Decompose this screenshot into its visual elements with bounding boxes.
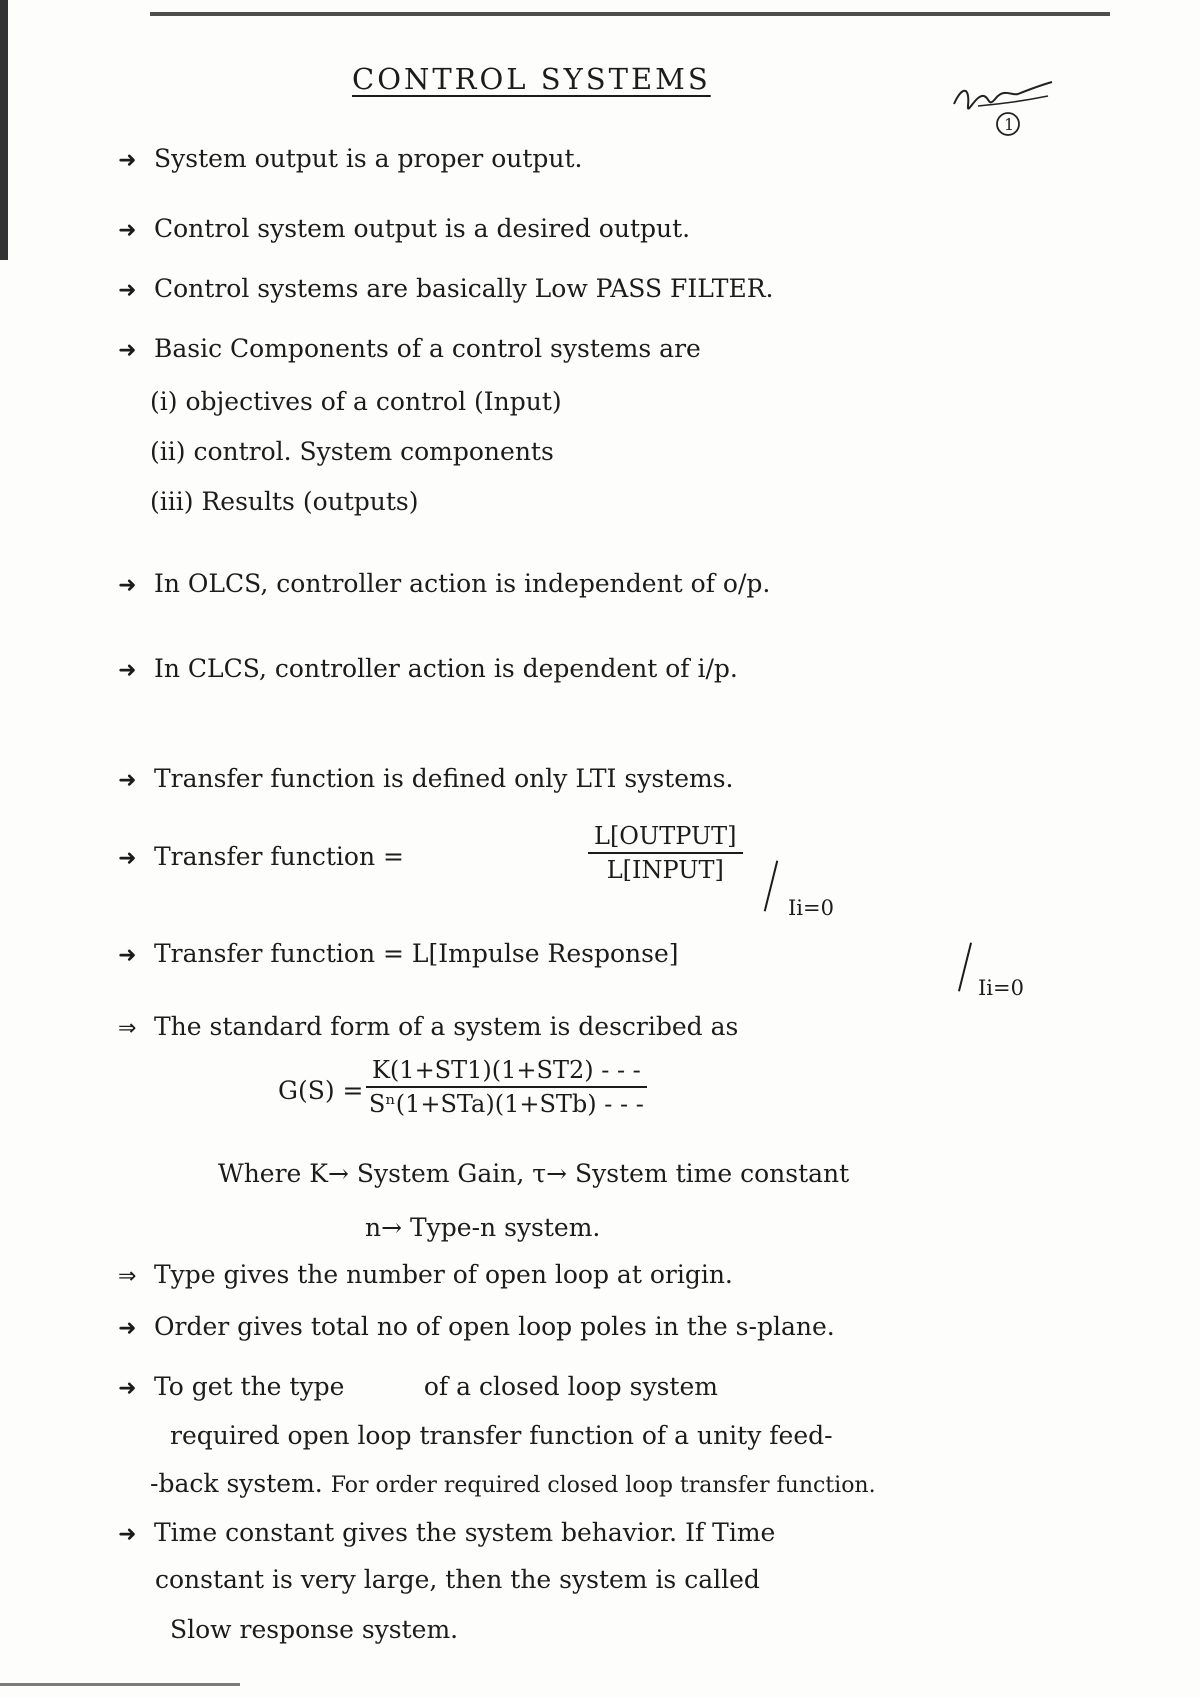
bottom-rule <box>0 1683 240 1686</box>
circled-numeral-icon: (ii) <box>150 437 186 466</box>
note-impulse-response: ➜ Transfer function = L[Impulse Response] <box>118 935 679 975</box>
note-type: ⇒ Type gives the number of open loop at origin. <box>118 1256 733 1296</box>
arrow-icon: ➜ <box>118 1376 137 1401</box>
impulse-condition: Ii=0 <box>978 976 1024 1000</box>
component-item-1: (i) objectives of a control (Input) <box>150 387 562 416</box>
note-get-type-line3: -back system. For order required closed loop transfer function. <box>150 1469 876 1498</box>
arrow-icon: ➜ <box>118 218 137 243</box>
note-olcs: ➜ In OLCS, controller action is independent of o/p. <box>118 565 770 605</box>
arrow-icon: ➜ <box>118 338 137 363</box>
top-rule <box>150 12 1110 16</box>
scan-edge-shadow <box>0 0 8 260</box>
note-time-constant-line3: Slow response system. <box>170 1615 459 1644</box>
arrow-icon: ➜ <box>118 658 137 683</box>
note-system-output: ➜ System output is a proper output. <box>118 140 583 180</box>
arrow-icon: ➜ <box>118 148 137 173</box>
signature-page-number: 1 <box>1004 115 1015 134</box>
gs-fraction <box>366 1056 647 1118</box>
tf-condition: Ii=0 <box>788 896 834 920</box>
note-order: ➜ Order gives total no of open loop poles in the s-plane. <box>118 1308 835 1348</box>
component-item-3: (iii) Results (outputs) <box>150 487 419 516</box>
double-arrow-icon: ⇒ <box>118 1016 137 1041</box>
circled-numeral-icon: (iii) <box>150 487 194 516</box>
note-clcs: ➜ In CLCS, controller action is dependent of i/p. <box>118 650 738 690</box>
double-arrow-icon: ⇒ <box>118 1264 137 1289</box>
tf-denominator: L[INPUT] <box>606 856 724 884</box>
gs-numerator: K(1+ST1)(1+ST2) - - - <box>372 1056 641 1084</box>
gs-denominator: Sⁿ(1+STa)(1+STb) - - - <box>368 1090 644 1118</box>
page-title: CONTROL SYSTEMS <box>352 62 711 96</box>
signature-icon <box>948 76 1058 142</box>
evaluation-bar <box>764 861 779 912</box>
arrow-icon: ➜ <box>118 846 137 871</box>
arrow-icon: ➜ <box>118 1522 137 1547</box>
where-clause: Where K→ System Gain, τ→ System time constant <box>218 1159 850 1188</box>
note-get-type-line1: ➜ To get the type of a closed loop system <box>118 1368 718 1408</box>
note-time-constant-line1: ➜ Time constant gives the system behavior. If Time <box>118 1514 775 1554</box>
evaluation-bar <box>958 943 972 992</box>
type-n-clause: n→ Type-n system. <box>365 1213 601 1242</box>
tf-fraction <box>588 822 743 884</box>
note-lti: ➜ Transfer function is defined only LTI systems. <box>118 760 733 800</box>
gs-label: G(S) = <box>278 1076 364 1105</box>
component-item-2: (ii) control. System components <box>150 437 554 466</box>
arrow-icon: ➜ <box>118 278 137 303</box>
arrow-icon: ➜ <box>118 1316 137 1341</box>
arrow-icon: ➜ <box>118 573 137 598</box>
tf-numerator: L[OUTPUT] <box>594 822 737 850</box>
note-time-constant-line2: constant is very large, then the system is called <box>155 1565 760 1594</box>
arrow-icon: ➜ <box>118 943 137 968</box>
arrow-icon: ➜ <box>118 768 137 793</box>
note-get-type-line2: required open loop transfer function of a unity feed- <box>170 1421 833 1450</box>
note-basic-components: ➜ Basic Components of a control systems are <box>118 330 701 370</box>
tf-equation-label: ➜ Transfer function = <box>118 842 404 871</box>
note-low-pass: ➜ Control systems are basically Low PASS FILTER. <box>118 270 774 310</box>
circled-numeral-icon: (i) <box>150 387 178 416</box>
note-standard-form: ⇒ The standard form of a system is described as <box>118 1008 738 1048</box>
note-control-output: ➜ Control system output is a desired output. <box>118 210 690 250</box>
